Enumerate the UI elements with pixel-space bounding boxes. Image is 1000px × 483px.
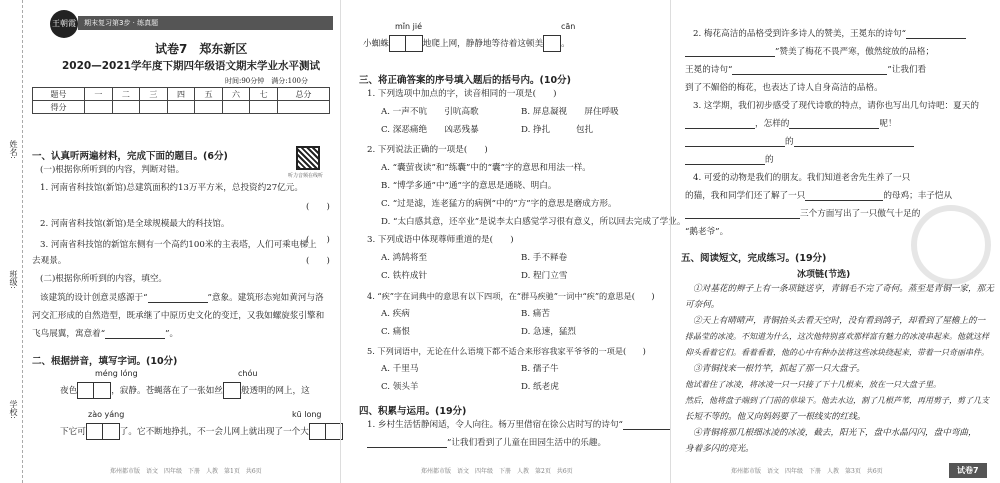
q5-opt-c: C. 领头羊 xyxy=(381,382,419,392)
s1-fill1: 该建筑的设计创意灵感源于“ ”意象。建筑形态宛如黄河与洛 xyxy=(40,293,324,303)
page-3 xyxy=(670,0,1000,483)
q3-opt-a: A. 鸿鹄将至 xyxy=(381,253,428,263)
fill-blank[interactable] xyxy=(805,200,883,201)
q2-opt-d: D. “太白感其意，还卒业”是说李太白感觉学习很有意义，所以回去完成了学业。 xyxy=(381,217,686,227)
score-header: 题号 xyxy=(33,88,85,101)
publisher-logo: 王朝霞 xyxy=(50,10,78,38)
score-header: 三 xyxy=(140,88,168,101)
s2-line1: 夜色 ，寂静。苍蝇落在了一张如丝 般透明的网上，这 xyxy=(60,381,310,401)
score-header: 二 xyxy=(112,88,140,101)
footer: 郑州都市版 语文 四年级 下册 人教 第2页 共6页 xyxy=(421,468,573,475)
section-4-title: 四、积累与运用。(19分) xyxy=(359,406,467,417)
char-grid[interactable] xyxy=(543,35,561,52)
name-label: 姓名: xyxy=(9,140,18,159)
q5-opt-d: D. 纸老虎 xyxy=(521,382,559,392)
pinyin: kū long xyxy=(292,410,322,419)
section-3-title: 三、将正确答案的序号填入题后的括号内。(10分) xyxy=(359,75,571,86)
s1-fill2: 河交汇形成的自然造型，既承继了中原历史文化的变迁，又我如螺旋浆引擎和 xyxy=(32,311,325,321)
s1-sub1: (一)根据你所听到的内容，判断对错。 xyxy=(40,165,185,175)
para-3: ③青铜找来一根竹竿，抓起了那一只大盘子。 xyxy=(693,364,865,374)
para-2-b: 排晶莹的冰凌。不知道为什么，这次他特别喜欢那样富有魅力的冰凌串起来。他就这样 xyxy=(685,332,989,341)
s1-fill3: 飞鸟展翼，寓意着“ ”。 xyxy=(32,329,179,339)
s4-q3-d: 的 xyxy=(685,156,774,165)
q2: 2. 下列说法正确的一项是( ) xyxy=(367,145,488,155)
pinyin: chóu xyxy=(238,369,258,378)
score-cell[interactable] xyxy=(195,101,223,114)
fill-blank[interactable] xyxy=(623,429,671,430)
s4-q4-d: “鹅老爷”。 xyxy=(685,227,729,237)
q2-opt-b: B. “博学多通”中“通”字的意思是通晓、明白。 xyxy=(381,181,557,191)
para-1-b: 可奈何。 xyxy=(685,300,720,310)
char-grid[interactable] xyxy=(309,423,343,440)
watermark-icon xyxy=(911,205,991,285)
q4-opt-a: A. 疾病 xyxy=(381,309,410,319)
q5-opt-a: A. 千里马 xyxy=(381,364,419,374)
s4-q4-b: 的猫，我和同学们还了解了一只 的母鸡；丰子恺从 xyxy=(685,191,953,201)
page-1 xyxy=(0,0,340,483)
s1-q3-cont: 去观景。 xyxy=(32,256,67,266)
score-cell[interactable] xyxy=(250,101,278,114)
para-1: ①对基花的辫子上有一条项链送亨，青钢毛不完了奇何。蒸至是青铜一家，那无 xyxy=(693,284,994,294)
s4-q2-b: ”赞美了梅花不畏严寒，傲然绽放的品格； xyxy=(685,48,934,57)
char-grid[interactable] xyxy=(86,423,120,440)
score-cell[interactable] xyxy=(277,101,329,114)
fill-blank[interactable] xyxy=(685,164,765,165)
fill-blank[interactable] xyxy=(794,146,914,147)
page-badge: 试卷7 xyxy=(949,463,987,478)
score-header: 总分 xyxy=(277,88,329,101)
q1-opt-c: C. 深恶痛绝 凶恶残暴 xyxy=(381,125,479,135)
s4-q1-cont: ”让我们看到了儿童在田园生活中的乐趣。 xyxy=(367,439,606,448)
footer: 郑州都市版 语文 四年级 下册 人教 第3页 共6页 xyxy=(731,468,883,475)
s1-sub2: (二)根据你所听到的内容，填空。 xyxy=(40,274,168,284)
q4-opt-c: C. 痛恨 xyxy=(381,327,410,337)
exam-title: 2020—2021学年度下期四年级语文期末学业水平测试 xyxy=(62,60,320,72)
q3-opt-c: C. 铁杵成针 xyxy=(381,271,428,281)
pinyin: cān xyxy=(561,22,576,31)
score-table xyxy=(32,87,330,114)
s4-q2-c: 王冕的诗句“ ”让我们看 xyxy=(685,65,927,75)
s4-q1: 1. 乡村生活恬静闲适，令人向往。杨万里借宿在徐公店时写的诗句“ xyxy=(367,421,671,430)
fill-blank[interactable] xyxy=(685,128,755,129)
char-grid[interactable] xyxy=(77,382,111,399)
q1-opt-d: D. 挣扎 包扎 xyxy=(521,125,594,135)
score-header: 六 xyxy=(222,88,250,101)
q5-opt-b: B. 孺子牛 xyxy=(521,364,559,374)
para-2-c: 仰头看着它们。看着看着，他的心中有种办法将这些冰块绕起来，带着一只奇丽串件。 xyxy=(685,348,989,357)
answer-paren[interactable]: ( ) xyxy=(306,202,330,212)
section-2-title: 二、根据拼音，填写字词。(10分) xyxy=(32,356,178,367)
para-2: ②天上有晴晴声，青铜抬头去看天空时，没有看到鸽子，却看到了屋檐上的一 xyxy=(693,316,986,326)
answer-paren[interactable]: ( ) xyxy=(306,256,330,266)
qr-caption: 听力音频在线听 xyxy=(288,173,324,179)
char-grid[interactable] xyxy=(223,382,241,399)
fill-blank[interactable] xyxy=(906,38,966,39)
s4-q3-c: 的 xyxy=(685,138,914,147)
q1: 1. 下列选项中加点的字，读音相同的一项是( ) xyxy=(367,89,557,99)
article-title: 冰项链(节选) xyxy=(797,270,851,280)
answer-paren[interactable]: ( ) xyxy=(306,235,330,245)
binding-line xyxy=(22,0,23,483)
fill-blank[interactable] xyxy=(367,447,447,448)
q2-opt-c: C. “过是滤，连老猛方的病例”中的“方”字的意思是磨成方形。 xyxy=(381,199,617,209)
score-cell[interactable] xyxy=(167,101,195,114)
score-cell[interactable] xyxy=(222,101,250,114)
qr-code-icon[interactable] xyxy=(296,146,320,170)
step-banner: 期末复习第3步 · 练真题 xyxy=(78,16,333,30)
s4-q2-d: 到了不媚俗的梅花，也表达了诗人自身高洁的品格。 xyxy=(685,83,883,93)
section-5-title: 五、阅读短文，完成练习。(19分) xyxy=(681,253,827,264)
time-score: 时间:90分钟 满分:100分 xyxy=(225,77,308,85)
pinyin: mǐn jié xyxy=(395,22,422,31)
score-cell[interactable] xyxy=(112,101,140,114)
s4-q3-b: ，怎样的 呢！ xyxy=(685,120,897,129)
school-label: 学校: xyxy=(9,400,18,419)
q3-opt-b: B. 手不释卷 xyxy=(521,253,568,263)
para-3-d: 长短不等的。他又向妈妈要了一根线实的红线。 xyxy=(685,412,866,422)
s4-q4: 4. 可爱的动物是我们的朋友。我们知道老舍先生养了一只 xyxy=(693,173,911,183)
q1-opt-a: A. 一声不吭 引吭高歌 xyxy=(381,107,479,117)
fill-blank[interactable] xyxy=(105,338,165,339)
q3: 3. 下列成语中体现尊师重道的是( ) xyxy=(367,235,514,245)
char-grid[interactable] xyxy=(389,35,423,52)
page-2 xyxy=(340,0,686,483)
score-header: 四 xyxy=(167,88,195,101)
para-3-c: 然后，他将盘子端到了门前的草垛下。他去水边，割了几根芦苇，再用剪子，剪了几支 xyxy=(685,396,989,405)
q2-opt-a: A. “囊萤夜读”和“练囊”中的“囊”字的意思和用法一样。 xyxy=(381,163,591,173)
s4-q4-c: 三个方面写出了一只傲气十足的 xyxy=(685,210,920,219)
s2-line2: 下它可 了。它不断地挣扎，不一会儿网上就出现了一个大 xyxy=(60,422,343,442)
score-header: 五 xyxy=(195,88,223,101)
fill-blank[interactable] xyxy=(789,128,879,129)
score-header: 七 xyxy=(250,88,278,101)
s4-q2: 2. 梅花高洁的品格受到许多诗人的赞美，王冕东的诗句“ xyxy=(693,30,966,39)
s4-q3: 3. 这学期，我们初步感受了现代诗歌的特点，请你也写出几句诗吧：夏天的 xyxy=(693,101,979,111)
s1-q3: 3. 河南省科技馆的新馆东侧有一个高约100米的主表塔，人们可乘电梯上 xyxy=(40,240,317,250)
fill-blank[interactable] xyxy=(685,146,785,147)
s1-q1: 1. 河南省科技馆(新馆)总建筑面积约13万平方米，总投资约27亿元。 xyxy=(40,183,303,193)
fill-blank[interactable] xyxy=(732,74,887,75)
q3-opt-d: D. 程门立雪 xyxy=(521,271,568,281)
q4-opt-d: D. 急速，猛烈 xyxy=(521,327,577,337)
fill-blank[interactable] xyxy=(685,56,775,57)
fill-blank[interactable] xyxy=(685,218,800,219)
q4-opt-b: B. 痛苦 xyxy=(521,309,550,319)
para-4: ④青铜将那几根细冰凌的冰凌，截去，阳光下，盘中水晶闪闪，盘中弯曲， xyxy=(693,428,977,438)
pinyin: zào yáng xyxy=(88,410,125,419)
s1-q2: 2. 河南省科技馆(新馆)是全球规模最大的科技馆。 xyxy=(40,219,230,229)
q1-opt-b: B. 屏息凝视 屏住呼吸 xyxy=(521,107,619,117)
q4: 4. “疾”字在词典中的意思有以下四项，在“群马疾驰”一词中“疾”的意思是( ) xyxy=(367,291,655,301)
q5: 5. 下列词语中，无论在什么语境下都不适合来形容我家平爷爷的一项是( ) xyxy=(367,346,646,356)
footer: 郑州都市版 语文 四年级 下册 人教 第1页 共6页 xyxy=(110,468,262,475)
score-cell[interactable] xyxy=(85,101,113,114)
para-3-b: 他试着住了冰凌，将冰凌一只一只接了下十几根来，放在一只大盘子里。 xyxy=(685,380,941,389)
paper-number: 试卷7 郑东新区 xyxy=(155,42,248,56)
c2-line0: 小蜘蛛 地爬上网，静静地等待着这顿美 。 xyxy=(363,34,570,54)
class-label: 班级: xyxy=(9,270,18,289)
section-1-title: 一、认真听两遍材料，完成下面的题目。(6分) xyxy=(32,151,228,162)
fill-blank[interactable] xyxy=(148,302,208,303)
pinyin: méng lóng xyxy=(95,369,138,378)
score-cell[interactable] xyxy=(140,101,168,114)
score-row-label: 得分 xyxy=(33,101,85,114)
score-header: 一 xyxy=(85,88,113,101)
para-4-b: 身着多闪的亮光。 xyxy=(685,444,754,454)
